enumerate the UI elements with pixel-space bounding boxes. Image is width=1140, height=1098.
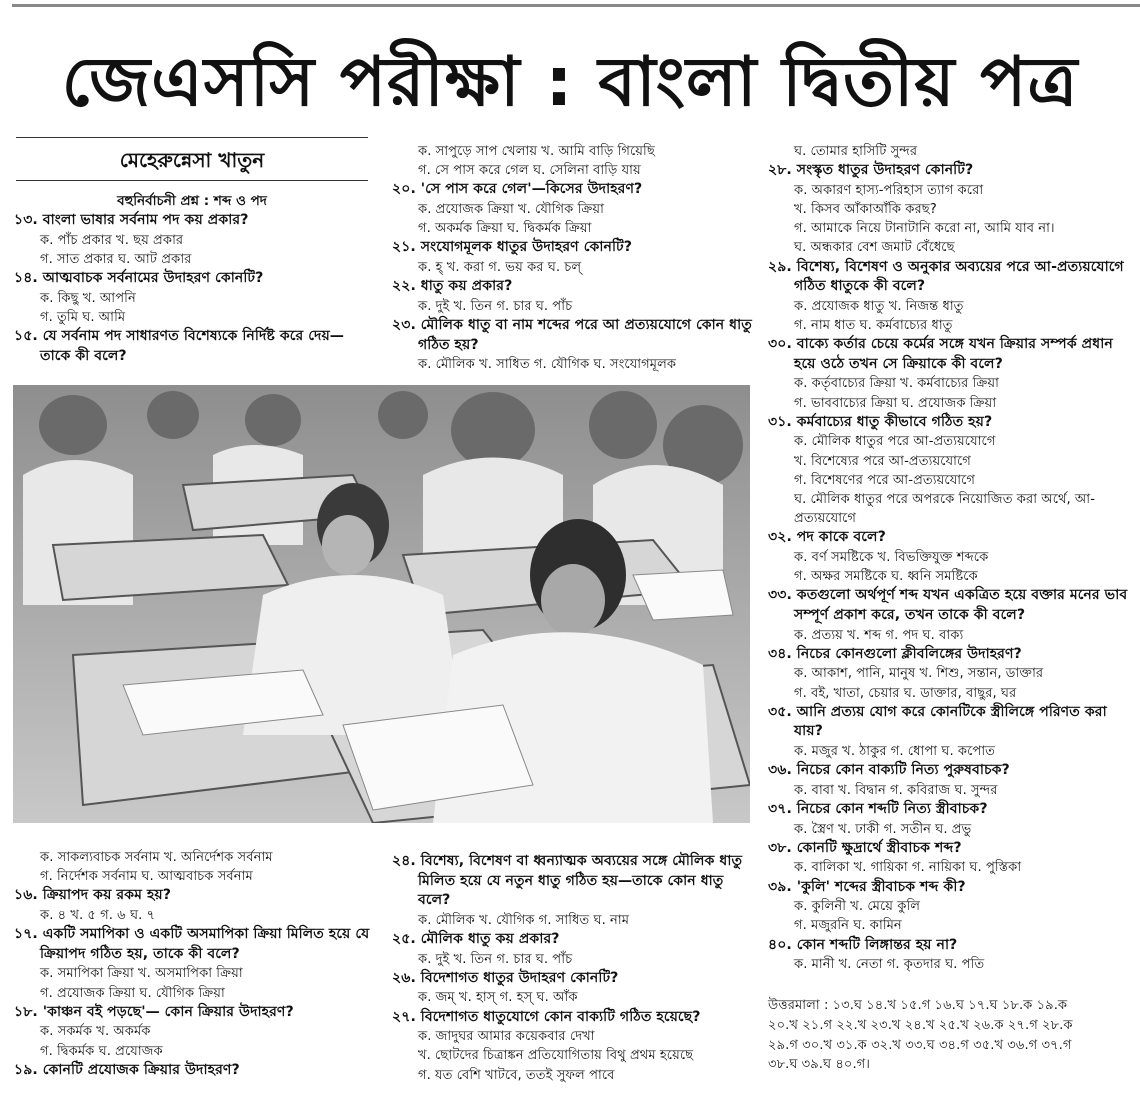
column-1-top (14, 192, 370, 366)
answer-option: গ. নির্দেশক সর্বনাম ঘ. আত্মবাচক সর্বনাম (40, 869, 253, 885)
answer-option: গ. মজুরনি ঘ. কামিন (794, 918, 902, 934)
answer-option: ক. মৌলিক ধাতুর পরে আ-প্রত্যয়যোগে (794, 434, 996, 450)
answer-key (768, 996, 1140, 1075)
question-text: ৩৯. 'কুলি' শব্দের স্ত্রীবাচক শব্দ কী? (768, 878, 966, 895)
question-text: ১৫. যে সর্বনাম পদ সাধারণত বিশেষ্যকে নির্দিষ্ট করে দেয়— (14, 328, 344, 345)
question-text: ২০. 'সে পাস করে গেল'—কিসের উদাহরণ? (392, 181, 643, 198)
question-text: যায়? (794, 723, 823, 740)
answer-option: খ. কিসব আঁকাআঁকি করছ? (794, 202, 937, 217)
question-text: ২২. ধাতু কয় প্রকার? (392, 278, 513, 295)
answer-option: ঘ. অন্ধকার বেশ জমাট বেঁধেছে (794, 240, 955, 256)
question-text: গঠিত ধাতুকে কী বলে? (794, 278, 926, 295)
answer-option: ক. আকাশ, পানি, মানুষ খ. শিশু, সন্তান, ডাক্তার (794, 666, 1044, 682)
answer-option: গ. প্রযোজক ক্রিয়া ঘ. যৌগিক ক্রিয়া (40, 985, 225, 1001)
answer-option: গ. ভাববাচ্যের ক্রিয়া ঘ. প্রযোজক ক্রিয়া (794, 395, 997, 411)
answer-option: ক. দুই খ. তিন গ. চার ঘ. পাঁচ (418, 298, 573, 314)
answer-option: গ. সে পাস করে গেল ঘ. সেলিনা বাড়ি যায় (418, 163, 641, 179)
question-text: ২৬. বিদেশাগত ধাতুর উদাহরণ কোনটি? (392, 969, 619, 986)
answer-option: ক. জম্ খ. হাস্ গ. হস্ ঘ. আঁক (418, 990, 578, 1006)
answer-option: ক. কর্তৃবাচ্যের ক্রিয়া খ. কর্মবাচ্যের ক্রিয়া (794, 376, 1000, 392)
exam-hall-photo (13, 385, 750, 823)
answer-option: প্রত্যয়যোগে (794, 511, 856, 527)
answer-option: ক. ৪ খ. ৫ গ. ৬ ঘ. ৭ (40, 908, 156, 923)
question-text: ৩৮. কোনটি ক্ষুদ্রার্থে স্ত্রীবাচক শব্দ? (768, 839, 962, 856)
answer-option: ক. হ্ খ. করা গ. ভয় কর ঘ. চল্ (418, 260, 582, 275)
answer-option: ঘ. মৌলিক ধাতুর পরে অপরকে নিয়োজিত করা অর্থে, আ- (794, 492, 1096, 507)
question-text: ১৭. একটি সমাপিকা ও একটি অসমাপিকা ক্রিয়া মিলিত হয়ে যে (14, 926, 370, 943)
answer-key-line: ২০.খ ২১.গ ২২.খ ২৩.খ ২৪.খ ২৫.খ ২৬.ক ২৭.গ ২৮.ক (768, 1017, 1073, 1033)
question-text: ১৮. 'কাঞ্চন বই পড়ছে'— কোন ক্রিয়ার উদাহরণ? (14, 1003, 294, 1020)
question-text: ২৫. মৌলিক ধাতু কয় প্রকার? (392, 930, 560, 947)
question-text: মিলিত হয়ে যে নতুন ধাতু গঠিত হয়—তাকে কোন ধাতু (418, 872, 724, 889)
question-text: ১৬. ক্রিয়াপদ কয় রকম হয়? (14, 887, 171, 904)
answer-option: ক. সকর্মক খ. অকর্মক (40, 1024, 151, 1040)
answer-option: ক. পাঁচ প্রকার খ. ছয় প্রকার (40, 232, 184, 248)
students-writing-exam-image (13, 385, 750, 823)
answer-option: ক. জাদুঘর আমার কয়েকবার দেখা (418, 1029, 595, 1045)
answer-option: গ. নাম ধাত ঘ. কর্মবাচ্যের ধাতু (794, 318, 953, 333)
column-2-bottom (392, 852, 762, 1085)
author-byline: মেহেরুন্নেসা খাতুন (119, 148, 265, 172)
question-text: ১৩. বাংলা ভাষার সর্বনাম পদ কয় প্রকার? (14, 212, 249, 229)
question-text: হয়ে ওঠে তখন সে ক্রিয়াকে কী বলে? (794, 355, 1003, 372)
answer-option: ক. প্রযোজক ক্রিয়া খ. যৌগিক ক্রিয়া (418, 202, 604, 217)
answer-option: গ. অক্ষর সমষ্টিকে ঘ. ধ্বনি সমষ্টিকে (794, 569, 978, 585)
answer-option: ঘ. তোমার হাসিটি সুন্দর (794, 144, 918, 159)
column-2-top (392, 142, 762, 374)
page-headline: জেএসসি পরীক্ষা : বাংলা দ্বিতীয় পত্র (61, 43, 1079, 122)
column-1-bottom (14, 848, 374, 1080)
answer-option: ক. মৌলিক খ. যৌগিক গ. সাধিত ঘ. নাম (418, 912, 630, 928)
answer-option: ক. সাপুড়ে সাপ খেলায় খ. আমি বাড়ি গিয়েছি (418, 144, 655, 159)
answer-option: গ. বিশেষণের পরে আ-প্রত্যয়যোগে (794, 472, 976, 488)
question-text: ২৩. মৌলিক ধাতু বা নাম শব্দের পরে আ প্রত্যয়যোগে কোন ধাতু (392, 317, 752, 333)
answer-option: খ. বিশেষ্যের পরে আ-প্রত্যয়যোগে (794, 453, 971, 469)
byline-rule-bottom (16, 180, 368, 181)
question-text: ৩০. বাক্যে কর্তার চেয়ে কর্মের সঙ্গে যখন ক্রিয়ার সম্পর্ক প্রধান (768, 336, 1113, 353)
question-text: ৩৬. নিচের কোন বাক্যটি নিত্য পুরুষবাচক? (768, 762, 1010, 779)
answer-option: খ. ছোটদের চিত্রাঙ্কন প্রতিযোগিতায় বিথু প্রথম হয়েছে (418, 1048, 694, 1064)
question-text: ২১. সংযোগমূলক ধাতুর উদাহরণ কোনটি? (392, 239, 632, 256)
question-text: সম্পূর্ণ প্রকাশ করে, তখন তাকে কী বলে? (794, 607, 1026, 623)
answer-option: গ. যত বেশি খাটবে, ততই সুফল পাবে (418, 1067, 615, 1083)
answer-option: ক. সাকল্যবাচক সর্বনাম খ. অনির্দেশক সর্বনাম (40, 850, 273, 865)
question-text: ক্রিয়াপদ গঠিত হয়, তাকে কী বলে? (40, 945, 240, 962)
answer-option: ক. দুই খ. তিন গ. চার ঘ. পাঁচ (418, 951, 573, 967)
question-text: ৩৩. কতগুলো অর্থপূর্ণ শব্দ যখন একত্রিত হয়ে বক্তার মনের ভাব (768, 587, 1128, 604)
question-text: গঠিত হয়? (418, 336, 479, 353)
question-text: ২৮. সংস্কৃত ধাতুর উদাহরণ কোনটি? (768, 162, 974, 179)
answer-option: গ. অকর্মক ক্রিয়া ঘ. দ্বিকর্মক ক্রিয়া (418, 221, 592, 237)
answer-option: ক. স্ত্রৈণ খ. ঢাকী গ. সতীন ঘ. প্রভু (794, 821, 972, 837)
answer-option: ক. বাবা খ. বিদ্বান গ. কবিরাজ ঘ. সুন্দর (794, 782, 998, 798)
answer-option: ক. সমাপিকা ক্রিয়া খ. অসমাপিকা ক্রিয়া (40, 966, 243, 982)
answer-option: গ. আমাকে নিয়ে টানাটানি করো না, আমি যাব না। (794, 221, 1055, 237)
answer-option: ক. কিছু খ. আপনি (40, 290, 136, 306)
answer-key-line: উত্তরমালা : ১৩.ঘ ১৪.খ ১৫.গ ১৬.ঘ ১৭.ঘ ১৮.ক ১৯.ক (768, 998, 1068, 1013)
question-text: ৩১. কর্মবাচ্যের ধাতু কীভাবে গঠিত হয়? (768, 413, 993, 430)
answer-option: গ. তুমি ঘ. আমি (40, 310, 126, 325)
question-text: ৩৭. নিচের কোন শব্দটি নিত্য স্ত্রীবাচক? (768, 800, 988, 817)
answer-option: ক. প্রত্যয় খ. শব্দ গ. পদ ঘ. বাক্য (794, 627, 964, 643)
question-text: ১৯. কোনটি প্রযোজক ক্রিয়ার উদাহরণ? (14, 1061, 240, 1078)
question-text: ২৭. বিদেশাগত ধাতুযোগে কোন বাক্যটি গঠিত হয়েছে? (392, 1008, 701, 1025)
column-3 (768, 142, 1140, 974)
answer-option: ক. মৌলিক খ. সাধিত গ. যৌগিক ঘ. সংযোগমূলক (418, 357, 677, 373)
answer-option: গ. বই, খাতা, চেয়ার ঘ. ডাক্তার, বাছুর, ঘর (794, 685, 1017, 701)
answer-option: ক. মজুর খ. ঠাকুর গ. ধোপা ঘ. কপোত (794, 743, 996, 759)
question-text: বলে? (418, 892, 451, 909)
answer-option: ক. অকারণ হাস্য-পরিহাস ত্যাগ করো (794, 182, 984, 198)
answer-key-line: ২৯.গ ৩০.খ ৩১.ক ৩২.খ ৩৩.ঘ ৩৪.গ ৩৫.খ ৩৬.গ ৩৭.গ (768, 1037, 1072, 1053)
question-text: ২৪. বিশেষ্য, বিশেষণ বা ধ্বন্যাত্মক অব্যয়ের সঙ্গে মৌলিক ধাতু (392, 853, 743, 869)
question-text: ২৯. বিশেষ্য, বিশেষণ ও অনুকার অব্যয়ের পরে আ-প্রত্যয়যোগে (768, 258, 1124, 275)
answer-key-line: ৩৮.ঘ ৩৯.ঘ ৪০.গ। (768, 1057, 871, 1073)
question-text: ৩২. পদ কাকে বলে? (768, 529, 886, 546)
byline-rule-top (16, 137, 368, 138)
answer-option: ক. প্রযোজক ধাতু খ. নিজন্ত ধাতু (794, 298, 964, 314)
question-text: ১৪. আত্মবাচক সর্বনামের উদাহরণ কোনটি? (14, 270, 264, 287)
question-text: ৩৪. নিচের কোনগুলো ক্লীবলিঙ্গের উদাহরণ? (768, 645, 1022, 662)
question-text: ৩৫. আনি প্রত্যয় যোগ করে কোনটিকে স্ত্রীলিঙ্গে পরিণত করা (768, 703, 1107, 720)
answer-option: গ. সাত প্রকার ঘ. আট প্রকার (40, 252, 192, 267)
answer-option: ক. বর্ণ সমষ্টিকে খ. বিভক্তিযুক্ত শব্দকে (794, 550, 989, 565)
answer-option: গ. দ্বিকর্মক ঘ. প্রযোজক (40, 1043, 163, 1059)
answer-option: ক. মানী খ. নেতা গ. কৃতদার ঘ. পতি (794, 957, 985, 973)
question-text: ৪০. কোন শব্দটি লিঙ্গান্তর হয় না? (768, 936, 958, 953)
question-text: তাকে কী বলে? (40, 347, 127, 364)
section-title: বহুনির্বাচনী প্রশ্ন : শব্দ ও পদ (117, 193, 267, 209)
top-rule (12, 4, 1140, 7)
answer-option: ক. বালিকা খ. গায়িকা গ. নায়িকা ঘ. পুস্তিকা (794, 860, 1022, 876)
answer-option: ক. কুলিনী খ. মেয়ে কুলি (794, 899, 921, 915)
